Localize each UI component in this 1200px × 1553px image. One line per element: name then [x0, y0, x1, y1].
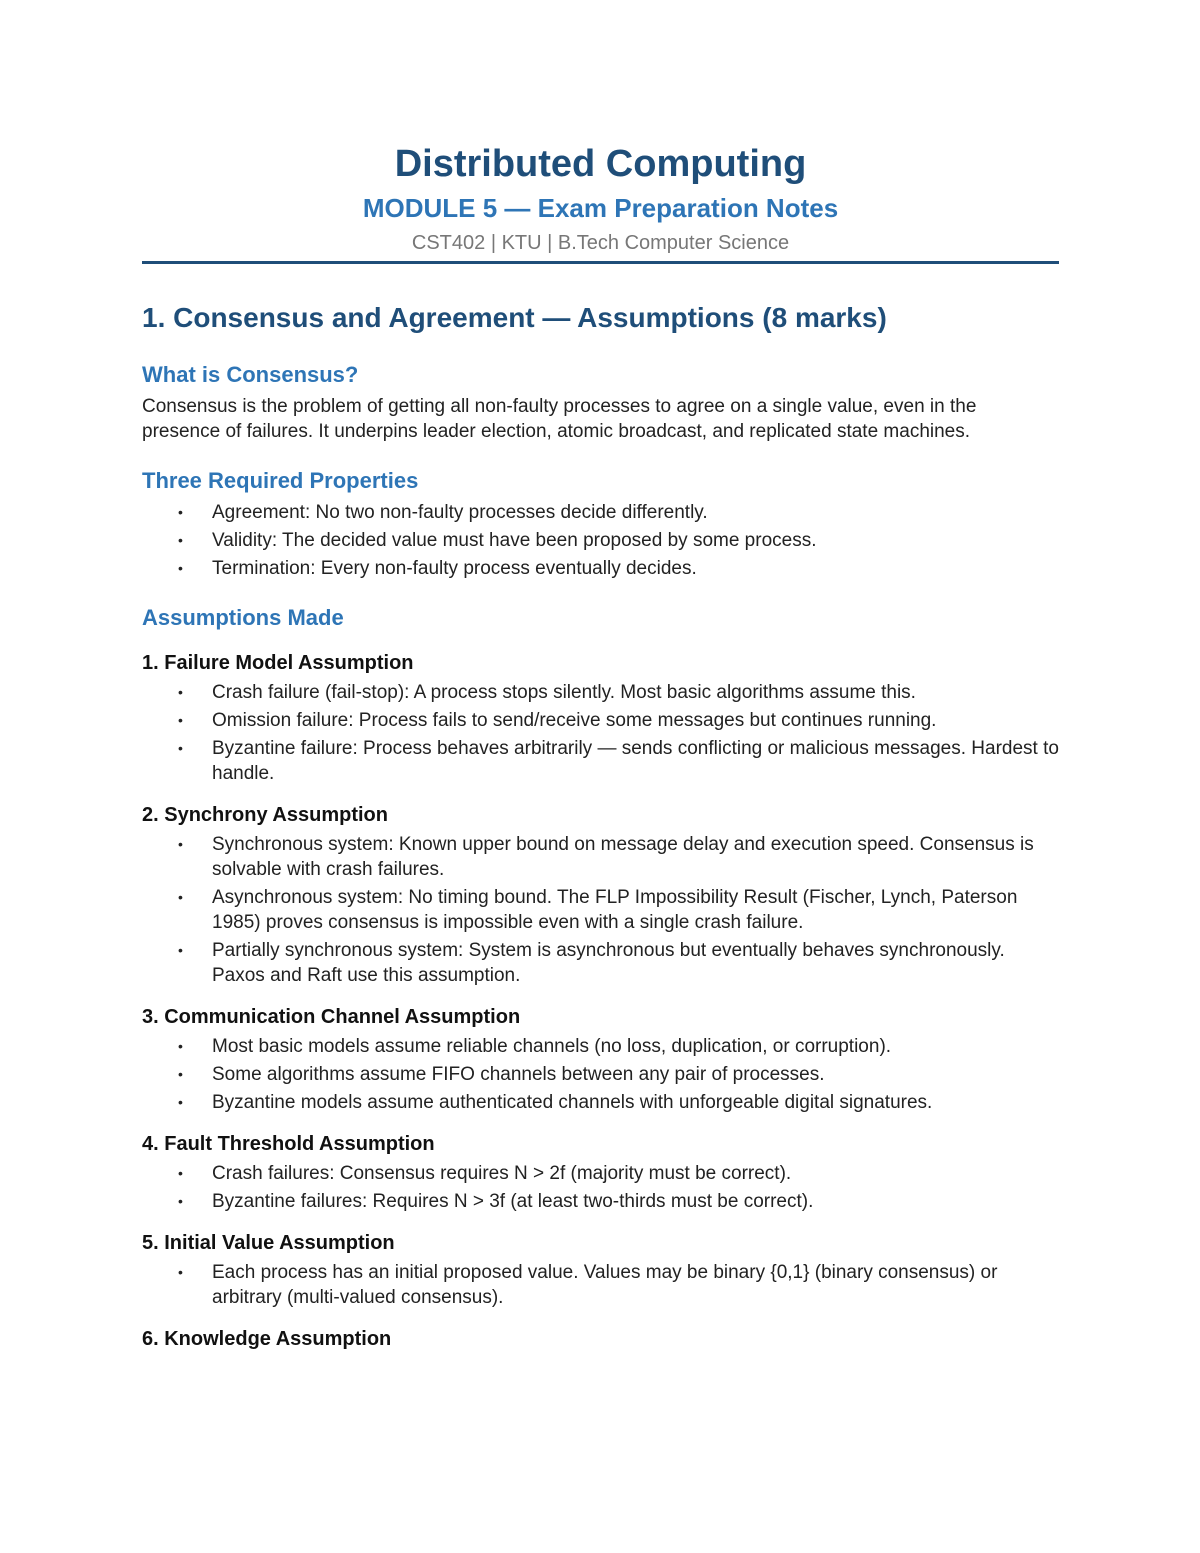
list-item	[142, 736, 1059, 786]
header-divider	[142, 261, 1059, 264]
properties-heading: Three Required Properties	[142, 468, 419, 493]
assumptions-heading: Assumptions Made	[142, 605, 344, 630]
bullet-icon: •	[178, 1038, 183, 1054]
list-item-text: Each process has an initial proposed value. Values may be binary {0,1} (binary consensus) or arbitrary (multi-valued consensus).	[212, 1262, 998, 1308]
assumption-list	[142, 680, 1059, 786]
list-item	[142, 1189, 1059, 1214]
list-item	[142, 556, 1059, 581]
list-item	[142, 885, 1059, 935]
list-item	[142, 1062, 1059, 1087]
list-item	[142, 708, 1059, 733]
what-is-consensus-paragraph: Consensus is the problem of getting all non-faulty processes to agree on a single value, even in the presence of failures. It underpins leader election, atomic broadcast, and replicated state machines.	[142, 396, 977, 442]
assumption-list	[142, 1260, 1059, 1310]
list-item	[142, 1090, 1059, 1115]
list-item	[142, 680, 1059, 705]
list-item	[142, 832, 1059, 882]
list-item-text: Asynchronous system: No timing bound. The FLP Impossibility Result (Fischer, Lynch, Paterson 1985) proves consensus is impossible even with a single crash failure.	[212, 887, 1018, 933]
bullet-icon: •	[178, 1165, 183, 1181]
what-is-consensus-heading: What is Consensus?	[142, 362, 359, 387]
bullet-icon: •	[178, 504, 183, 520]
list-item	[142, 1034, 1059, 1059]
section-heading: 1. Consensus and Agreement — Assumptions (8 marks)	[142, 302, 887, 333]
bullet-icon: •	[178, 1094, 183, 1110]
assumption-list	[142, 1034, 1059, 1115]
list-item-text: Crash failure (fail-stop): A process stops silently. Most basic algorithms assume this.	[212, 682, 916, 703]
list-item-text: Byzantine failures: Requires N > 3f (at least two-thirds must be correct).	[212, 1191, 814, 1212]
list-item-text: Validity: The decided value must have been proposed by some process.	[212, 530, 817, 551]
bullet-icon: •	[178, 889, 183, 905]
assumption-heading: 4. Fault Threshold Assumption	[142, 1133, 435, 1155]
assumption-heading: 1. Failure Model Assumption	[142, 652, 414, 674]
assumption-list	[142, 1161, 1059, 1214]
list-item-text: Termination: Every non-faulty process eventually decides.	[212, 558, 697, 579]
list-item-text: Byzantine models assume authenticated channels with unforgeable digital signatures.	[212, 1092, 933, 1113]
bullet-icon: •	[178, 560, 183, 576]
list-item-text: Omission failure: Process fails to send/receive some messages but continues running.	[212, 710, 937, 731]
bullet-icon: •	[178, 712, 183, 728]
document-title: Distributed Computing	[394, 143, 807, 185]
assumption-heading: 5. Initial Value Assumption	[142, 1232, 395, 1254]
bullet-icon: •	[178, 1066, 183, 1082]
list-item-text: Byzantine failure: Process behaves arbitrarily — sends conflicting or malicious messages. Hardest to handle.	[212, 738, 1059, 784]
assumption-heading: 6. Knowledge Assumption	[142, 1328, 392, 1350]
bullet-icon: •	[178, 532, 183, 548]
bullet-icon: •	[178, 836, 183, 852]
list-item	[142, 1260, 1059, 1310]
list-item-text: Crash failures: Consensus requires N > 2f (majority must be correct).	[212, 1163, 792, 1184]
list-item	[142, 938, 1059, 988]
list-item-text: Partially synchronous system: System is asynchronous but eventually behaves synchronously. Paxos and Raft use this assumption.	[212, 940, 1005, 986]
properties-list	[142, 500, 1059, 581]
bullet-icon: •	[178, 1264, 183, 1280]
assumption-heading: 2. Synchrony Assumption	[142, 804, 388, 826]
course-info: CST402 | KTU | B.Tech Computer Science	[411, 232, 790, 254]
list-item-text: Some algorithms assume FIFO channels between any pair of processes.	[212, 1064, 825, 1085]
assumption-list	[142, 832, 1059, 988]
bullet-icon: •	[178, 740, 183, 756]
list-item-text: Agreement: No two non-faulty processes decide differently.	[212, 502, 708, 523]
document-body	[142, 298, 1059, 1356]
document-subtitle: MODULE 5 — Exam Preparation Notes	[362, 193, 839, 223]
bullet-icon: •	[178, 1193, 183, 1209]
assumption-heading: 3. Communication Channel Assumption	[142, 1006, 521, 1028]
list-item	[142, 500, 1059, 525]
bullet-icon: •	[178, 942, 183, 958]
list-item	[142, 1161, 1059, 1186]
list-item-text: Synchronous system: Known upper bound on message delay and execution speed. Consensus is solvable with crash failures.	[212, 834, 1034, 880]
list-item-text: Most basic models assume reliable channels (no loss, duplication, or corruption).	[212, 1036, 892, 1057]
bullet-icon: •	[178, 684, 183, 700]
list-item	[142, 528, 1059, 553]
